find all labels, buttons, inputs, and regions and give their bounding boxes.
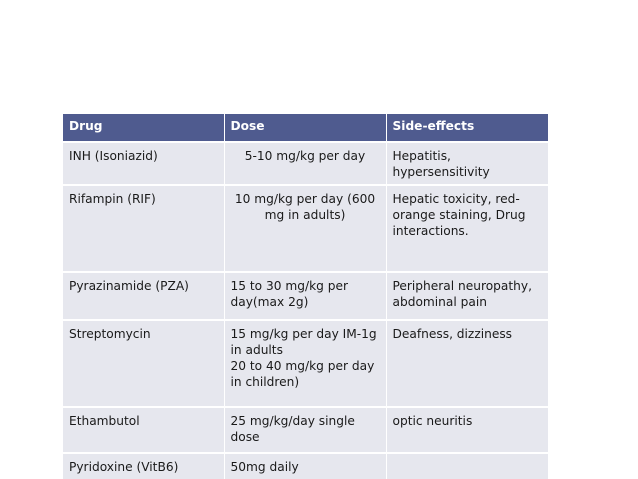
cell-drug: Pyrazinamide (PZA) xyxy=(63,272,224,320)
table-row xyxy=(63,142,548,185)
dose-line: 15 to 30 mg/kg per day(max 2g) xyxy=(230,279,349,309)
cell-side-effects: Hepatic toxicity, red-orange staining, Drug interactions. xyxy=(386,185,548,272)
table-row xyxy=(63,453,548,479)
header-drug: Drug xyxy=(63,114,224,142)
cell-drug: Pyridoxine (VitB6) xyxy=(63,453,224,479)
cell-dose xyxy=(224,142,386,185)
table-row xyxy=(63,185,548,272)
dose-line: 20 to 40 mg/kg per day in children) xyxy=(230,359,375,389)
table-row xyxy=(63,407,548,453)
header-dose: Dose xyxy=(224,114,386,142)
cell-drug: INH (Isoniazid) xyxy=(63,142,224,185)
cell-side-effects: Deafness, dizziness xyxy=(386,320,548,407)
cell-dose xyxy=(224,272,386,320)
table-header-row xyxy=(63,114,548,142)
cell-side-effects: optic neuritis xyxy=(386,407,548,453)
cell-drug: Streptomycin xyxy=(63,320,224,407)
cell-side-effects: Hepatitis, hypersensitivity xyxy=(386,142,548,185)
dose-line: 10 mg/kg per day (600 mg in adults) xyxy=(234,192,376,222)
header-side-effects: Side-effects xyxy=(386,114,548,142)
cell-dose xyxy=(224,185,386,272)
cell-side-effects: Peripheral neuropathy, abdominal pain xyxy=(386,272,548,320)
cell-dose xyxy=(224,320,386,407)
table-row xyxy=(63,272,548,320)
drug-table xyxy=(63,114,548,479)
dose-line: 5-10 mg/kg per day xyxy=(244,149,366,163)
cell-drug: Ethambutol xyxy=(63,407,224,453)
dose-line: 15 mg/kg per day IM-1g in adults xyxy=(230,327,377,357)
cell-dose xyxy=(224,407,386,453)
cell-drug: Rifampin (RIF) xyxy=(63,185,224,272)
dose-line: 50mg daily xyxy=(230,460,299,474)
table-row xyxy=(63,320,548,407)
cell-side-effects xyxy=(386,453,548,479)
dose-line: 25 mg/kg/day single dose xyxy=(230,414,355,444)
cell-dose xyxy=(224,453,386,479)
